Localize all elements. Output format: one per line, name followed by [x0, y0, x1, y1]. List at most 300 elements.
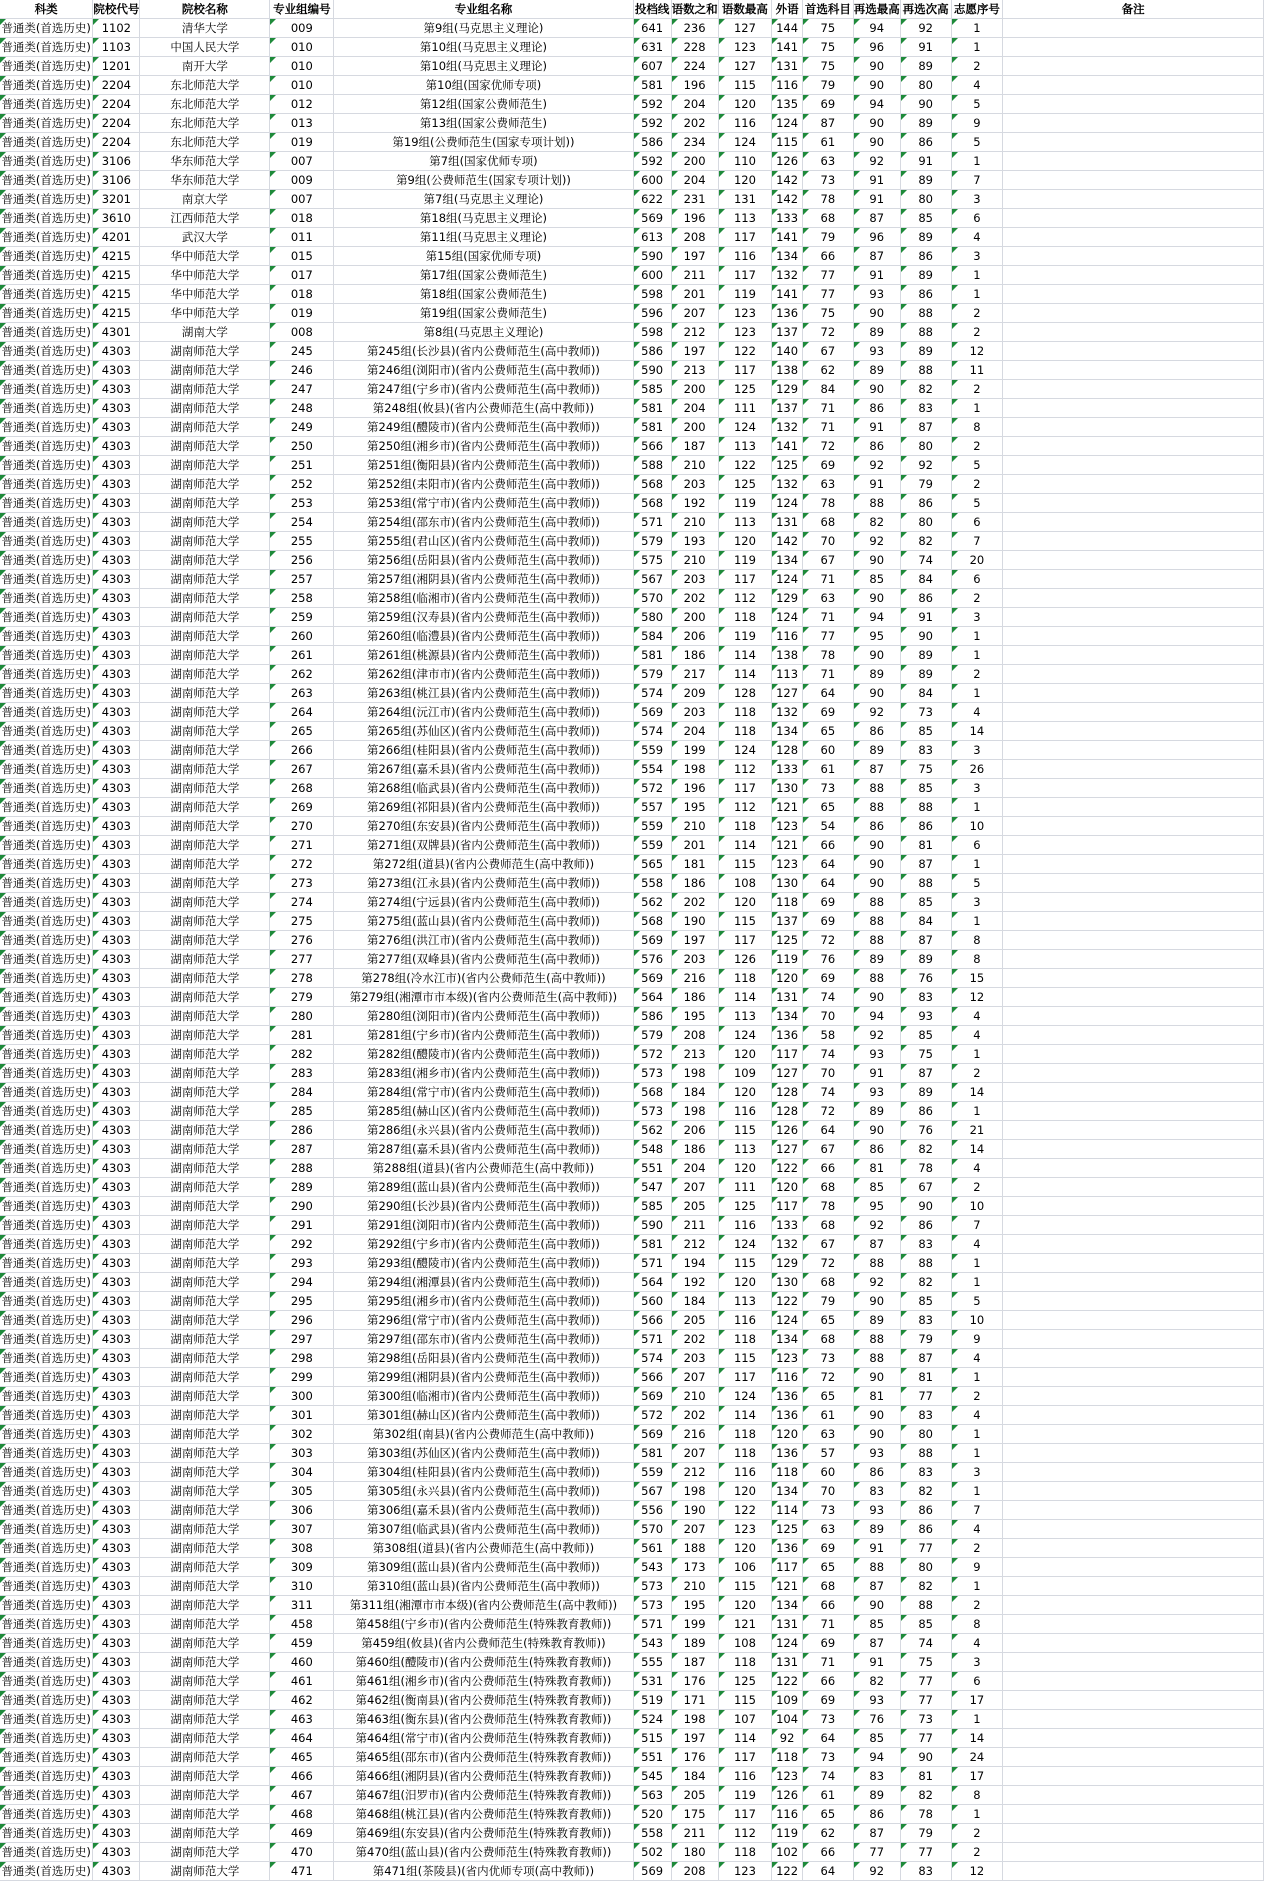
cell-foreign-language[interactable]: 122: [772, 1862, 803, 1881]
cell-school-name[interactable]: 湖南师范大学: [140, 988, 270, 1007]
cell-group-code[interactable]: 019: [270, 304, 334, 323]
cell-elective-max[interactable]: 83: [853, 1767, 900, 1786]
cell-choice-order[interactable]: 3: [951, 608, 1003, 627]
cell-first-subject[interactable]: 66: [802, 1843, 853, 1862]
cell-elective-second[interactable]: 86: [900, 133, 951, 152]
cell-first-subject[interactable]: 67: [802, 551, 853, 570]
cell-remark[interactable]: [1003, 1539, 1264, 1558]
cell-remark[interactable]: [1003, 1235, 1264, 1254]
cell-category[interactable]: 普通类(首选历史): [0, 646, 93, 665]
cell-foreign-language[interactable]: 122: [772, 1292, 803, 1311]
cell-category[interactable]: 普通类(首选历史): [0, 152, 93, 171]
cell-foreign-language[interactable]: 137: [772, 323, 803, 342]
cell-first-subject[interactable]: 73: [802, 1349, 853, 1368]
cell-school-name[interactable]: 湖南师范大学: [140, 1159, 270, 1178]
cell-elective-second[interactable]: 87: [900, 1064, 951, 1083]
cell-cutoff-score[interactable]: 581: [633, 418, 671, 437]
cell-school-code[interactable]: 4303: [93, 399, 140, 418]
cell-group-code[interactable]: 286: [270, 1121, 334, 1140]
cell-category[interactable]: 普通类(首选历史): [0, 703, 93, 722]
cell-school-code[interactable]: 4303: [93, 1729, 140, 1748]
cell-choice-order[interactable]: 4: [951, 1520, 1003, 1539]
cell-school-code[interactable]: 4303: [93, 1292, 140, 1311]
cell-cutoff-score[interactable]: 592: [633, 95, 671, 114]
cell-chinese-math-sum[interactable]: 188: [671, 1539, 718, 1558]
cell-category[interactable]: 普通类(首选历史): [0, 627, 93, 646]
cell-cutoff-score[interactable]: 569: [633, 1425, 671, 1444]
cell-first-subject[interactable]: 65: [802, 1558, 853, 1577]
cell-foreign-language[interactable]: 118: [772, 893, 803, 912]
cell-group-code[interactable]: 276: [270, 931, 334, 950]
cell-school-code[interactable]: 4303: [93, 1539, 140, 1558]
cell-chinese-math-sum[interactable]: 216: [671, 969, 718, 988]
cell-first-subject[interactable]: 73: [802, 1501, 853, 1520]
cell-category[interactable]: 普通类(首选历史): [0, 950, 93, 969]
cell-school-name[interactable]: 湖南师范大学: [140, 1672, 270, 1691]
cell-elective-max[interactable]: 87: [853, 209, 900, 228]
cell-foreign-language[interactable]: 132: [772, 475, 803, 494]
cell-first-subject[interactable]: 79: [802, 76, 853, 95]
cell-chinese-math-max[interactable]: 131: [718, 190, 772, 209]
cell-first-subject[interactable]: 69: [802, 893, 853, 912]
cell-category[interactable]: 普通类(首选历史): [0, 190, 93, 209]
cell-group-code[interactable]: 256: [270, 551, 334, 570]
cell-school-code[interactable]: 4303: [93, 1254, 140, 1273]
cell-elective-max[interactable]: 88: [853, 912, 900, 931]
cell-choice-order[interactable]: 9: [951, 1558, 1003, 1577]
cell-first-subject[interactable]: 68: [802, 1577, 853, 1596]
cell-group-code[interactable]: 269: [270, 798, 334, 817]
cell-chinese-math-max[interactable]: 114: [718, 988, 772, 1007]
cell-remark[interactable]: [1003, 285, 1264, 304]
cell-chinese-math-sum[interactable]: 200: [671, 152, 718, 171]
cell-elective-max[interactable]: 90: [853, 1121, 900, 1140]
cell-foreign-language[interactable]: 128: [772, 1102, 803, 1121]
cell-cutoff-score[interactable]: 586: [633, 342, 671, 361]
cell-elective-second[interactable]: 90: [900, 1197, 951, 1216]
cell-first-subject[interactable]: 70: [802, 532, 853, 551]
cell-school-name[interactable]: 湖南师范大学: [140, 1235, 270, 1254]
cell-school-code[interactable]: 4303: [93, 760, 140, 779]
cell-chinese-math-sum[interactable]: 196: [671, 76, 718, 95]
cell-first-subject[interactable]: 74: [802, 1045, 853, 1064]
cell-elective-max[interactable]: 90: [853, 1425, 900, 1444]
cell-group-name[interactable]: 第264组(沅江市)(省内公费师范生(高中教师)): [334, 703, 634, 722]
cell-group-code[interactable]: 278: [270, 969, 334, 988]
cell-elective-second[interactable]: 86: [900, 1520, 951, 1539]
cell-elective-second[interactable]: 90: [900, 95, 951, 114]
cell-remark[interactable]: [1003, 1406, 1264, 1425]
cell-first-subject[interactable]: 65: [802, 798, 853, 817]
cell-chinese-math-sum[interactable]: 208: [671, 1026, 718, 1045]
cell-chinese-math-sum[interactable]: 186: [671, 646, 718, 665]
cell-chinese-math-sum[interactable]: 210: [671, 1577, 718, 1596]
cell-elective-max[interactable]: 94: [853, 1007, 900, 1026]
cell-choice-order[interactable]: 1: [951, 912, 1003, 931]
cell-elective-second[interactable]: 86: [900, 247, 951, 266]
cell-chinese-math-sum[interactable]: 204: [671, 171, 718, 190]
cell-first-subject[interactable]: 78: [802, 190, 853, 209]
cell-first-subject[interactable]: 75: [802, 38, 853, 57]
cell-category[interactable]: 普通类(首选历史): [0, 494, 93, 513]
cell-first-subject[interactable]: 72: [802, 1254, 853, 1273]
cell-category[interactable]: 普通类(首选历史): [0, 380, 93, 399]
cell-elective-second[interactable]: 80: [900, 1558, 951, 1577]
cell-elective-max[interactable]: 90: [853, 684, 900, 703]
cell-cutoff-score[interactable]: 554: [633, 760, 671, 779]
cell-school-name[interactable]: 湖南师范大学: [140, 494, 270, 513]
cell-group-code[interactable]: 251: [270, 456, 334, 475]
cell-school-code[interactable]: 4303: [93, 532, 140, 551]
cell-school-name[interactable]: 湖南师范大学: [140, 1064, 270, 1083]
cell-foreign-language[interactable]: 134: [772, 1330, 803, 1349]
cell-remark[interactable]: [1003, 133, 1264, 152]
cell-group-name[interactable]: 第251组(衡阳县)(省内公费师范生(高中教师)): [334, 456, 634, 475]
cell-chinese-math-sum[interactable]: 211: [671, 1216, 718, 1235]
cell-cutoff-score[interactable]: 561: [633, 1539, 671, 1558]
cell-foreign-language[interactable]: 116: [772, 1368, 803, 1387]
cell-remark[interactable]: [1003, 779, 1264, 798]
cell-chinese-math-sum[interactable]: 171: [671, 1691, 718, 1710]
cell-chinese-math-max[interactable]: 124: [718, 1387, 772, 1406]
cell-chinese-math-max[interactable]: 115: [718, 1349, 772, 1368]
cell-school-code[interactable]: 4303: [93, 361, 140, 380]
cell-group-code[interactable]: 284: [270, 1083, 334, 1102]
cell-choice-order[interactable]: 1: [951, 399, 1003, 418]
cell-first-subject[interactable]: 79: [802, 228, 853, 247]
cell-chinese-math-max[interactable]: 120: [718, 893, 772, 912]
cell-elective-second[interactable]: 81: [900, 836, 951, 855]
cell-elective-second[interactable]: 86: [900, 817, 951, 836]
cell-first-subject[interactable]: 63: [802, 475, 853, 494]
cell-foreign-language[interactable]: 124: [772, 114, 803, 133]
cell-remark[interactable]: [1003, 323, 1264, 342]
cell-cutoff-score[interactable]: 570: [633, 1520, 671, 1539]
cell-group-name[interactable]: 第311组(湘潭市市本级)(省内公费师范生(高中教师)): [334, 1596, 634, 1615]
cell-chinese-math-max[interactable]: 115: [718, 912, 772, 931]
cell-school-name[interactable]: 湖南师范大学: [140, 1596, 270, 1615]
cell-school-name[interactable]: 湖南师范大学: [140, 817, 270, 836]
cell-category[interactable]: 普通类(首选历史): [0, 589, 93, 608]
cell-elective-second[interactable]: 88: [900, 1444, 951, 1463]
cell-chinese-math-max[interactable]: 118: [718, 1653, 772, 1672]
cell-chinese-math-max[interactable]: 112: [718, 1824, 772, 1843]
cell-school-name[interactable]: 湖南师范大学: [140, 1653, 270, 1672]
cell-school-code[interactable]: 4303: [93, 665, 140, 684]
cell-school-name[interactable]: 湖南师范大学: [140, 646, 270, 665]
cell-chinese-math-max[interactable]: 118: [718, 608, 772, 627]
cell-cutoff-score[interactable]: 567: [633, 570, 671, 589]
cell-first-subject[interactable]: 72: [802, 931, 853, 950]
cell-school-code[interactable]: 4303: [93, 855, 140, 874]
cell-category[interactable]: 普通类(首选历史): [0, 1197, 93, 1216]
cell-cutoff-score[interactable]: 520: [633, 1805, 671, 1824]
cell-group-name[interactable]: 第253组(常宁市)(省内公费师范生(高中教师)): [334, 494, 634, 513]
cell-chinese-math-max[interactable]: 107: [718, 1710, 772, 1729]
cell-chinese-math-max[interactable]: 113: [718, 1292, 772, 1311]
cell-group-code[interactable]: 311: [270, 1596, 334, 1615]
cell-group-name[interactable]: 第298组(岳阳县)(省内公费师范生(高中教师)): [334, 1349, 634, 1368]
cell-chinese-math-sum[interactable]: 204: [671, 95, 718, 114]
cell-group-code[interactable]: 270: [270, 817, 334, 836]
cell-school-name[interactable]: 湖南师范大学: [140, 1330, 270, 1349]
cell-cutoff-score[interactable]: 581: [633, 1444, 671, 1463]
cell-group-name[interactable]: 第256组(岳阳县)(省内公费师范生(高中教师)): [334, 551, 634, 570]
cell-group-name[interactable]: 第281组(宁乡市)(省内公费师范生(高中教师)): [334, 1026, 634, 1045]
cell-first-subject[interactable]: 60: [802, 1463, 853, 1482]
cell-remark[interactable]: [1003, 684, 1264, 703]
cell-group-code[interactable]: 282: [270, 1045, 334, 1064]
cell-school-name[interactable]: 湖南大学: [140, 323, 270, 342]
cell-first-subject[interactable]: 78: [802, 646, 853, 665]
cell-group-code[interactable]: 265: [270, 722, 334, 741]
cell-choice-order[interactable]: 3: [951, 247, 1003, 266]
cell-school-name[interactable]: 湖南师范大学: [140, 741, 270, 760]
cell-first-subject[interactable]: 69: [802, 1539, 853, 1558]
cell-school-name[interactable]: 湖南师范大学: [140, 1577, 270, 1596]
cell-chinese-math-sum[interactable]: 195: [671, 1596, 718, 1615]
cell-elective-second[interactable]: 86: [900, 1216, 951, 1235]
cell-remark[interactable]: [1003, 1140, 1264, 1159]
cell-elective-max[interactable]: 88: [853, 1330, 900, 1349]
cell-group-name[interactable]: 第11组(马克思主义理论): [334, 228, 634, 247]
cell-first-subject[interactable]: 62: [802, 1824, 853, 1843]
cell-foreign-language[interactable]: 117: [772, 1045, 803, 1064]
cell-elective-second[interactable]: 75: [900, 1653, 951, 1672]
cell-choice-order[interactable]: 5: [951, 456, 1003, 475]
cell-chinese-math-sum[interactable]: 195: [671, 1007, 718, 1026]
cell-group-code[interactable]: 305: [270, 1482, 334, 1501]
cell-remark[interactable]: [1003, 836, 1264, 855]
cell-first-subject[interactable]: 72: [802, 1102, 853, 1121]
cell-group-code[interactable]: 290: [270, 1197, 334, 1216]
cell-school-code[interactable]: 4303: [93, 342, 140, 361]
cell-school-name[interactable]: 湖南师范大学: [140, 1178, 270, 1197]
cell-chinese-math-sum[interactable]: 209: [671, 684, 718, 703]
cell-remark[interactable]: [1003, 988, 1264, 1007]
cell-chinese-math-sum[interactable]: 202: [671, 589, 718, 608]
cell-first-subject[interactable]: 66: [802, 1596, 853, 1615]
cell-group-name[interactable]: 第268组(临武县)(省内公费师范生(高中教师)): [334, 779, 634, 798]
cell-choice-order[interactable]: 8: [951, 1615, 1003, 1634]
cell-chinese-math-max[interactable]: 111: [718, 1178, 772, 1197]
cell-foreign-language[interactable]: 132: [772, 266, 803, 285]
cell-school-code[interactable]: 3201: [93, 190, 140, 209]
cell-first-subject[interactable]: 67: [802, 1235, 853, 1254]
cell-group-name[interactable]: 第17组(国家公费师范生): [334, 266, 634, 285]
cell-chinese-math-sum[interactable]: 198: [671, 1102, 718, 1121]
cell-group-code[interactable]: 254: [270, 513, 334, 532]
cell-elective-second[interactable]: 82: [900, 1786, 951, 1805]
cell-school-code[interactable]: 4303: [93, 456, 140, 475]
cell-group-name[interactable]: 第468组(桃江县)(省内公费师范生(特殊教育教师)): [334, 1805, 634, 1824]
cell-chinese-math-max[interactable]: 120: [718, 1159, 772, 1178]
cell-chinese-math-sum[interactable]: 204: [671, 722, 718, 741]
cell-foreign-language[interactable]: 122: [772, 1159, 803, 1178]
cell-remark[interactable]: [1003, 931, 1264, 950]
cell-group-code[interactable]: 246: [270, 361, 334, 380]
cell-choice-order[interactable]: 2: [951, 1178, 1003, 1197]
cell-remark[interactable]: [1003, 1729, 1264, 1748]
cell-remark[interactable]: [1003, 1596, 1264, 1615]
cell-choice-order[interactable]: 14: [951, 1140, 1003, 1159]
cell-elective-max[interactable]: 95: [853, 1197, 900, 1216]
cell-first-subject[interactable]: 68: [802, 1216, 853, 1235]
cell-category[interactable]: 普通类(首选历史): [0, 893, 93, 912]
cell-first-subject[interactable]: 72: [802, 323, 853, 342]
cell-foreign-language[interactable]: 123: [772, 855, 803, 874]
cell-school-code[interactable]: 2204: [93, 76, 140, 95]
cell-school-name[interactable]: 湖南师范大学: [140, 1520, 270, 1539]
cell-group-code[interactable]: 245: [270, 342, 334, 361]
cell-school-name[interactable]: 湖南师范大学: [140, 608, 270, 627]
cell-school-name[interactable]: 武汉大学: [140, 228, 270, 247]
cell-cutoff-score[interactable]: 569: [633, 969, 671, 988]
cell-first-subject[interactable]: 73: [802, 1748, 853, 1767]
cell-group-name[interactable]: 第10组(国家优师专项): [334, 76, 634, 95]
cell-elective-second[interactable]: 91: [900, 38, 951, 57]
cell-chinese-math-max[interactable]: 112: [718, 798, 772, 817]
cell-category[interactable]: 普通类(首选历史): [0, 1482, 93, 1501]
cell-cutoff-score[interactable]: 576: [633, 950, 671, 969]
cell-choice-order[interactable]: 2: [951, 1539, 1003, 1558]
cell-remark[interactable]: [1003, 513, 1264, 532]
cell-group-code[interactable]: 008: [270, 323, 334, 342]
cell-group-name[interactable]: 第464组(常宁市)(省内公费师范生(特殊教育教师)): [334, 1729, 634, 1748]
cell-elective-second[interactable]: 84: [900, 570, 951, 589]
cell-category[interactable]: 普通类(首选历史): [0, 1805, 93, 1824]
cell-elective-max[interactable]: 90: [853, 57, 900, 76]
cell-elective-second[interactable]: 85: [900, 722, 951, 741]
cell-group-code[interactable]: 266: [270, 741, 334, 760]
cell-school-code[interactable]: 4303: [93, 1064, 140, 1083]
cell-chinese-math-max[interactable]: 114: [718, 836, 772, 855]
cell-elective-max[interactable]: 82: [853, 513, 900, 532]
cell-category[interactable]: 普通类(首选历史): [0, 475, 93, 494]
cell-choice-order[interactable]: 2: [951, 1843, 1003, 1862]
cell-group-name[interactable]: 第7组(国家优师专项): [334, 152, 634, 171]
cell-school-name[interactable]: 湖南师范大学: [140, 342, 270, 361]
cell-foreign-language[interactable]: 119: [772, 1824, 803, 1843]
cell-school-code[interactable]: 4303: [93, 1026, 140, 1045]
cell-chinese-math-max[interactable]: 118: [718, 722, 772, 741]
cell-elective-max[interactable]: 88: [853, 1558, 900, 1577]
cell-choice-order[interactable]: 1: [951, 1425, 1003, 1444]
cell-category[interactable]: 普通类(首选历史): [0, 323, 93, 342]
cell-remark[interactable]: [1003, 1558, 1264, 1577]
cell-school-code[interactable]: 4303: [93, 1140, 140, 1159]
cell-first-subject[interactable]: 75: [802, 57, 853, 76]
cell-chinese-math-sum[interactable]: 203: [671, 570, 718, 589]
cell-chinese-math-sum[interactable]: 211: [671, 1824, 718, 1843]
cell-cutoff-score[interactable]: 559: [633, 741, 671, 760]
cell-school-code[interactable]: 4303: [93, 608, 140, 627]
cell-group-name[interactable]: 第282组(醴陵市)(省内公费师范生(高中教师)): [334, 1045, 634, 1064]
cell-school-code[interactable]: 4303: [93, 874, 140, 893]
cell-remark[interactable]: [1003, 1691, 1264, 1710]
cell-school-code[interactable]: 4303: [93, 817, 140, 836]
cell-elective-second[interactable]: 80: [900, 437, 951, 456]
cell-choice-order[interactable]: 17: [951, 1691, 1003, 1710]
cell-remark[interactable]: [1003, 57, 1264, 76]
cell-chinese-math-sum[interactable]: 198: [671, 1710, 718, 1729]
cell-school-code[interactable]: 1201: [93, 57, 140, 76]
cell-group-name[interactable]: 第287组(嘉禾县)(省内公费师范生(高中教师)): [334, 1140, 634, 1159]
cell-chinese-math-max[interactable]: 127: [718, 57, 772, 76]
cell-cutoff-score[interactable]: 568: [633, 494, 671, 513]
cell-group-name[interactable]: 第261组(桃源县)(省内公费师范生(高中教师)): [334, 646, 634, 665]
cell-elective-max[interactable]: 88: [853, 779, 900, 798]
cell-elective-second[interactable]: 83: [900, 1235, 951, 1254]
cell-group-name[interactable]: 第276组(洪江市)(省内公费师范生(高中教师)): [334, 931, 634, 950]
cell-first-subject[interactable]: 64: [802, 684, 853, 703]
cell-chinese-math-max[interactable]: 119: [718, 627, 772, 646]
cell-category[interactable]: 普通类(首选历史): [0, 1577, 93, 1596]
cell-remark[interactable]: [1003, 1710, 1264, 1729]
cell-school-name[interactable]: 湖南师范大学: [140, 437, 270, 456]
cell-group-code[interactable]: 257: [270, 570, 334, 589]
cell-school-name[interactable]: 湖南师范大学: [140, 1786, 270, 1805]
cell-group-code[interactable]: 303: [270, 1444, 334, 1463]
cell-school-name[interactable]: 湖南师范大学: [140, 969, 270, 988]
cell-chinese-math-sum[interactable]: 197: [671, 247, 718, 266]
cell-school-name[interactable]: 华中师范大学: [140, 304, 270, 323]
cell-elective-max[interactable]: 86: [853, 399, 900, 418]
cell-category[interactable]: 普通类(首选历史): [0, 1045, 93, 1064]
cell-group-code[interactable]: 283: [270, 1064, 334, 1083]
cell-school-name[interactable]: 湖南师范大学: [140, 855, 270, 874]
cell-first-subject[interactable]: 66: [802, 247, 853, 266]
cell-remark[interactable]: [1003, 1159, 1264, 1178]
cell-elective-second[interactable]: 87: [900, 418, 951, 437]
cell-foreign-language[interactable]: 125: [772, 456, 803, 475]
cell-elective-max[interactable]: 88: [853, 893, 900, 912]
cell-foreign-language[interactable]: 116: [772, 1805, 803, 1824]
cell-foreign-language[interactable]: 131: [772, 1615, 803, 1634]
cell-group-name[interactable]: 第462组(衡南县)(省内公费师范生(特殊教育教师)): [334, 1691, 634, 1710]
cell-elective-max[interactable]: 92: [853, 1862, 900, 1881]
cell-school-name[interactable]: 湖南师范大学: [140, 1444, 270, 1463]
cell-elective-second[interactable]: 81: [900, 1767, 951, 1786]
cell-group-code[interactable]: 293: [270, 1254, 334, 1273]
cell-school-code[interactable]: 4303: [93, 836, 140, 855]
cell-first-subject[interactable]: 69: [802, 1634, 853, 1653]
cell-school-code[interactable]: 4301: [93, 323, 140, 342]
cell-foreign-language[interactable]: 127: [772, 684, 803, 703]
cell-category[interactable]: 普通类(首选历史): [0, 342, 93, 361]
cell-choice-order[interactable]: 2: [951, 1824, 1003, 1843]
cell-foreign-language[interactable]: 133: [772, 209, 803, 228]
cell-category[interactable]: 普通类(首选历史): [0, 855, 93, 874]
cell-category[interactable]: 普通类(首选历史): [0, 798, 93, 817]
cell-chinese-math-sum[interactable]: 208: [671, 1862, 718, 1881]
cell-school-name[interactable]: 东北师范大学: [140, 76, 270, 95]
cell-group-name[interactable]: 第293组(醴陵市)(省内公费师范生(高中教师)): [334, 1254, 634, 1273]
cell-school-code[interactable]: 4303: [93, 1083, 140, 1102]
cell-school-name[interactable]: 湖南师范大学: [140, 1710, 270, 1729]
cell-elective-max[interactable]: 91: [853, 1064, 900, 1083]
cell-elective-second[interactable]: 83: [900, 1463, 951, 1482]
cell-school-name[interactable]: 湖南师范大学: [140, 1311, 270, 1330]
cell-choice-order[interactable]: 7: [951, 1501, 1003, 1520]
cell-category[interactable]: 普通类(首选历史): [0, 456, 93, 475]
cell-elective-second[interactable]: 86: [900, 1501, 951, 1520]
cell-group-name[interactable]: 第471组(茶陵县)(省内优师专项(高中教师)): [334, 1862, 634, 1881]
cell-elective-second[interactable]: 87: [900, 855, 951, 874]
cell-group-name[interactable]: 第9组(马克思主义理论): [334, 19, 634, 38]
cell-category[interactable]: 普通类(首选历史): [0, 1520, 93, 1539]
cell-choice-order[interactable]: 11: [951, 361, 1003, 380]
